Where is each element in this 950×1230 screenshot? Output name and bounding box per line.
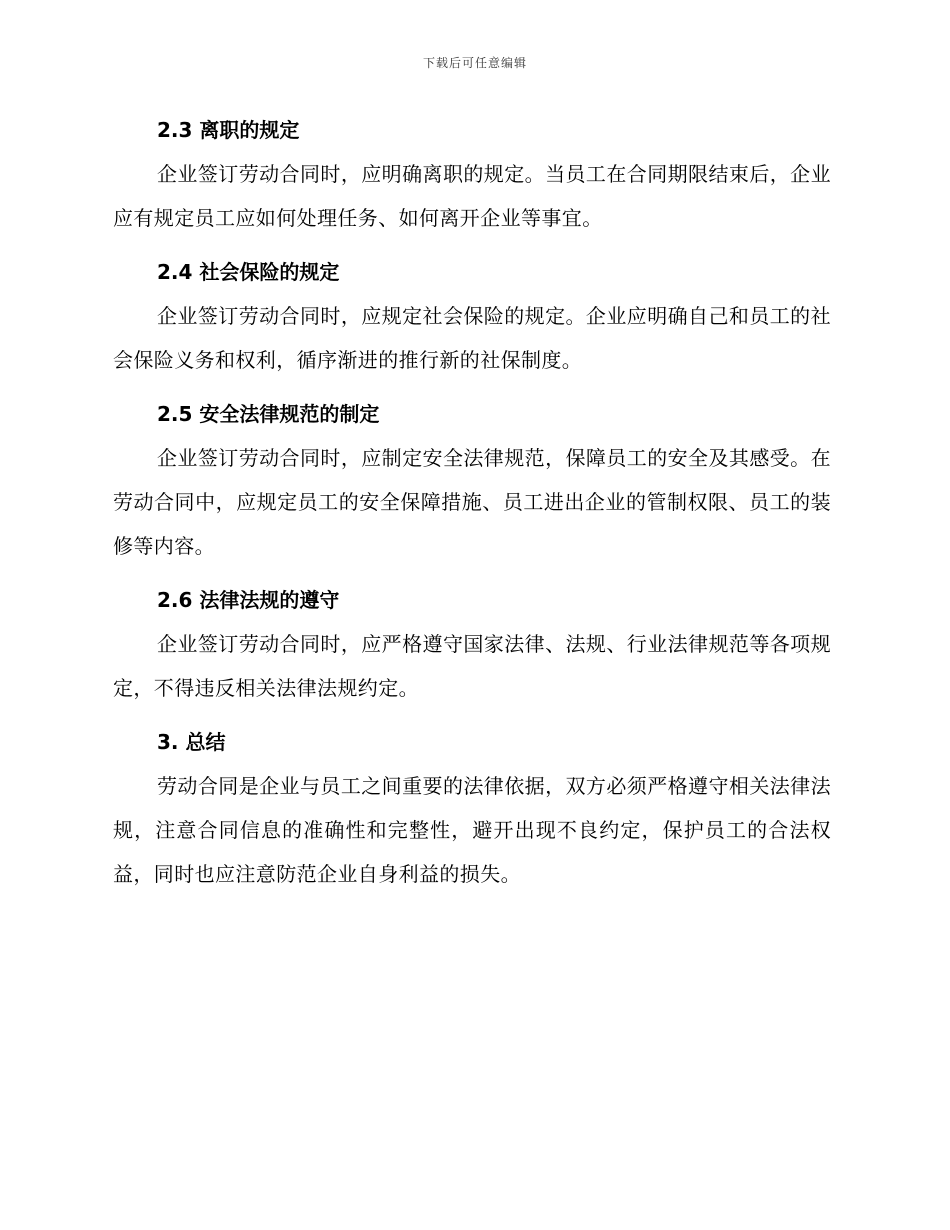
section-paragraph-2-5: 企业签订劳动合同时，应制定安全法律规范，保障员工的安全及其感受。在劳动合同中，应规定员工的安全保障措施、员工进出企业的管制权限、员工的装修等内容。 (113, 446, 831, 558)
document-body (113, 108, 831, 906)
section-paragraph-2-6: 企业签订劳动合同时，应严格遵守国家法律、法规、行业法律规范等各项规定，不得违反相关法律法规约定。 (113, 632, 831, 700)
section-heading-2-4: 2.4 社会保险的规定 (157, 260, 340, 284)
section-heading-3: 3. 总结 (157, 730, 226, 754)
section-paragraph-2-4: 企业签订劳动合同时，应规定社会保险的规定。企业应明确自己和员工的社会保险义务和权利，循序渐进的推行新的社保制度。 (113, 304, 831, 372)
section-heading-2-6: 2.6 法律法规的遵守 (157, 588, 340, 612)
section-heading-2-5: 2.5 安全法律规范的制定 (157, 402, 380, 426)
section-paragraph-2-3: 企业签订劳动合同时，应明确离职的规定。当员工在合同期限结束后，企业应有规定员工应如何处理任务、如何离开企业等事宜。 (113, 162, 831, 230)
section-heading-2-3: 2.3 离职的规定 (157, 118, 300, 142)
header-note: 下载后可任意编辑 (422, 56, 527, 70)
section-paragraph-3: 劳动合同是企业与员工之间重要的法律依据，双方必须严格遵守相关法律法规，注意合同信息的准确性和完整性，避开出现不良约定，保护员工的合法权益，同时也应注意防范企业自身利益的损失。 (113, 774, 831, 886)
